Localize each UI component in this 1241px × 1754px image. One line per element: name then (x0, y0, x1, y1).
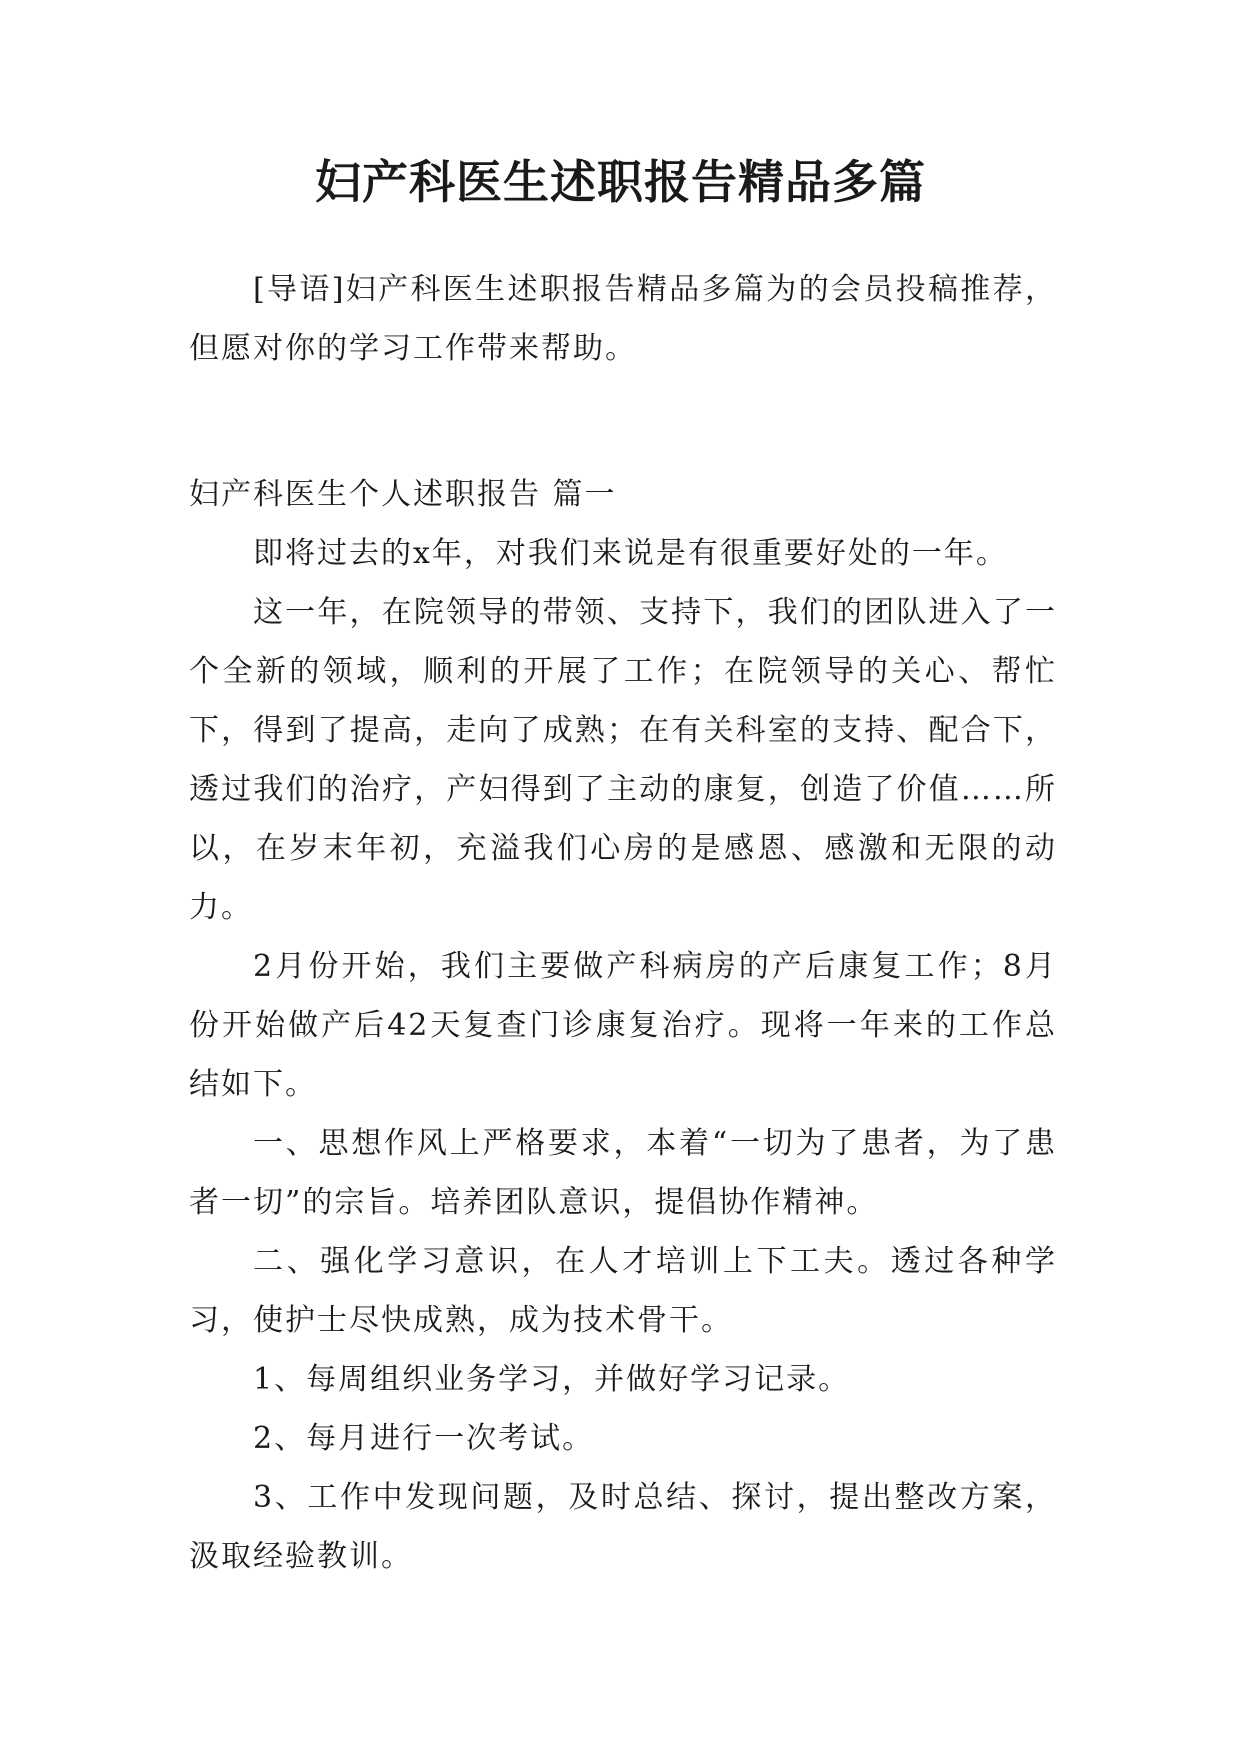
paragraph-5: 二、强化学习意识，在人才培训上下工夫。透过各种学习，使护士尽快成熟，成为技术骨干。 (189, 1244, 1057, 1338)
intro-paragraph: [导语]妇产科医生述职报告精品多篇为的会员投稿推荐，但愿对你的学习工作带来帮助。 (189, 272, 1057, 366)
list-item-2: 2、每月进行一次考试。 (253, 1421, 595, 1456)
section-heading: 妇产科医生个人述职报告 篇一 (189, 477, 617, 512)
document-title: 妇产科医生述职报告精品多篇 (315, 155, 926, 209)
paragraph-3: 2月份开始，我们主要做产科病房的产后康复工作；8月份开始做产后42天复查门诊康复治疗。现将一年来的工作总结如下。 (189, 949, 1057, 1102)
paragraph-2: 这一年，在院领导的带领、支持下，我们的团队进入了一个全新的领域，顺利的开展了工作；在院领导的关心、帮忙下，得到了提高，走向了成熟；在有关科室的支持、配合下，透过我们的治疗，产妇得到了主动的康复，创造了价值……所以，在岁末年初，充溢我们心房的是感恩、感激和无限的动力。 (189, 595, 1057, 925)
list-item-3: 3、工作中发现问题，及时总结、探讨，提出整改方案，汲取经验教训。 (189, 1480, 1057, 1574)
list-item-1: 1、每周组织业务学习，并做好学习记录。 (253, 1362, 851, 1397)
paragraph-4: 一、思想作风上严格要求，本着“一切为了患者，为了患者一切”的宗旨。培养团队意识，提倡协作精神。 (189, 1126, 1057, 1220)
paragraph-1: 即将过去的x年，对我们来说是有很重要好处的一年。 (253, 536, 1008, 571)
